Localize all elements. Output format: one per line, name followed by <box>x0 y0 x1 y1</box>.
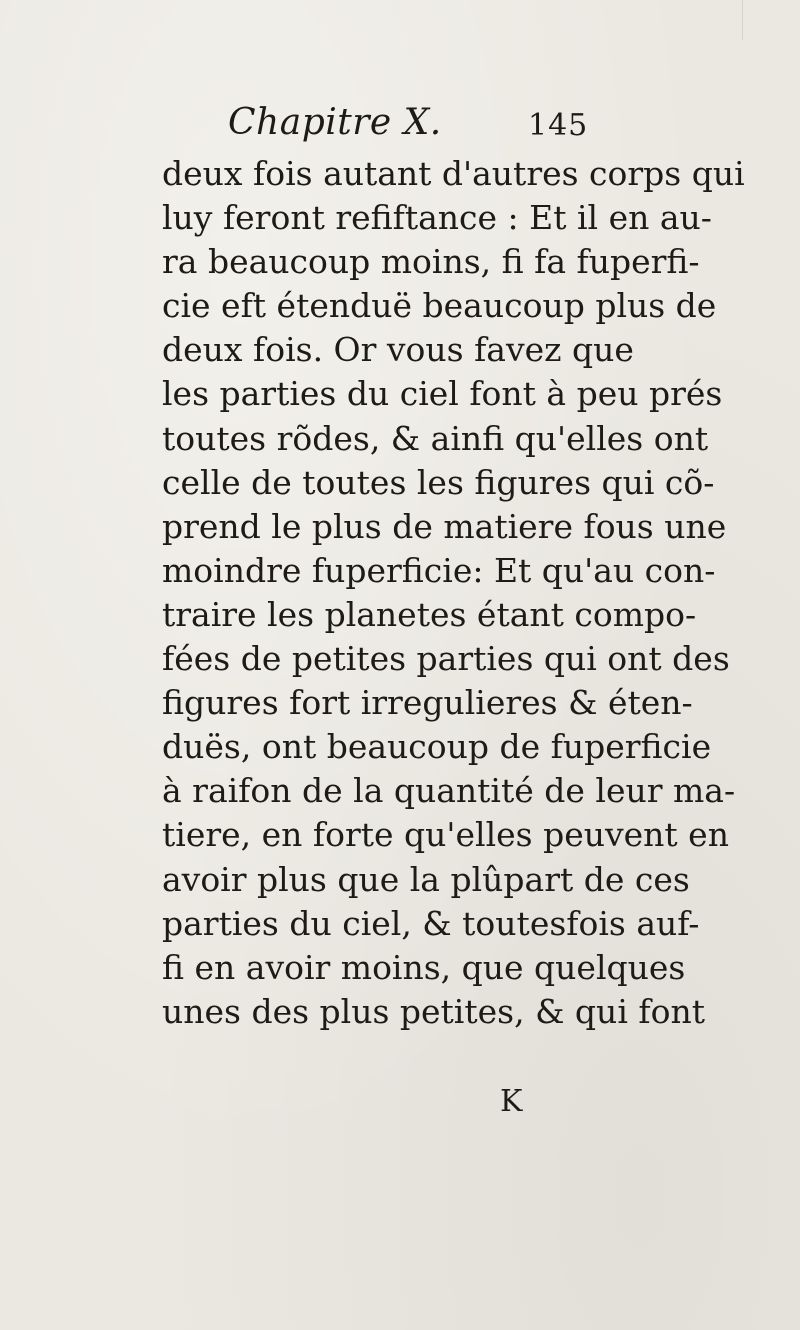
signature-mark: K <box>500 1084 523 1119</box>
text-line: cie eft étenduë beaucoup plus de <box>162 286 717 326</box>
text-line: deux fois. Or vous favez que <box>162 330 634 370</box>
text-line: unes des plus petites, & qui font <box>162 991 705 1031</box>
text-line: traire les planetes étant compo- <box>162 594 697 634</box>
page-number: 145 <box>528 108 589 143</box>
page-header <box>0 102 800 152</box>
text-line: avoir plus que la plûpart de ces <box>162 859 690 899</box>
text-line: moindre fuperficie: Et qu'au con- <box>162 550 716 590</box>
text-line: les parties du ciel font à peu prés <box>162 374 723 414</box>
text-line: luy feront refiftance : Et il en au- <box>162 198 712 238</box>
text-line: ra beaucoup moins, fi fa fuperfi- <box>162 242 700 282</box>
text-line: fi en avoir moins, que quelques <box>162 947 686 987</box>
text-line: deux fois autant d'autres corps qui <box>162 154 745 193</box>
text-line: toutes rõdes, & ainfi qu'elles ont <box>162 418 709 458</box>
text-line: à raifon de la quantité de leur ma- <box>162 771 736 811</box>
text-line: fées de petites parties qui ont des <box>162 639 730 679</box>
text-line: celle de toutes les figures qui cõ- <box>162 462 715 502</box>
text-line: duës, ont beaucoup de fuperficie <box>162 727 712 767</box>
page-crease <box>742 0 743 40</box>
text-line: tiere, en forte qu'elles peuvent en <box>162 815 729 855</box>
text-line: figures fort irregulieres & éten- <box>162 683 693 723</box>
text-line: prend le plus de matiere fous une <box>162 506 727 546</box>
text-line: parties du ciel, & toutesfois auf- <box>162 903 700 943</box>
running-head: Chapitre X. <box>228 102 442 143</box>
body-text <box>162 152 745 1034</box>
